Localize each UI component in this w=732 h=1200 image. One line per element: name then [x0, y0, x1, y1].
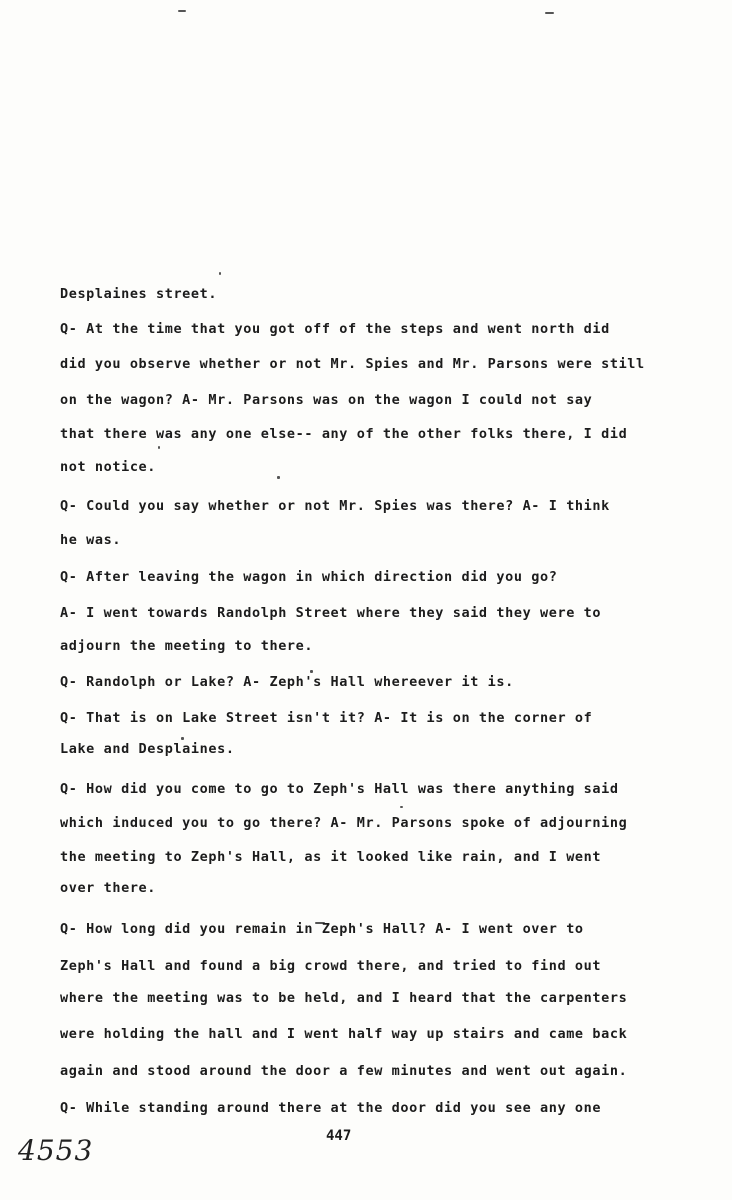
text-line: he was. [60, 532, 122, 548]
speck-mark [178, 10, 186, 12]
text-line: Q- How did you come to go to Zeph's Hall was there anything said [60, 781, 619, 797]
text-line: Q- While standing around there at the door did you see any one [60, 1100, 602, 1116]
text-line: Q- Randolph or Lake? A- Zeph's Hall whereever it is. [60, 674, 514, 690]
speck-mark [400, 806, 403, 808]
text-line: where the meeting was to be held, and I heard that the carpenters [60, 990, 628, 1006]
text-line: Desplaines street. [60, 286, 218, 302]
speck-mark [310, 670, 313, 673]
speck-mark [545, 12, 554, 14]
handwritten-page-number: 4553 [18, 1134, 94, 1167]
text-line: Q- After leaving the wagon in which direction did you go? [60, 569, 558, 585]
text-line: adjourn the meeting to there. [60, 638, 314, 654]
text-line: that there was any one else-- any of the other folks there, I did [60, 426, 628, 442]
text-line: which induced you to go there? A- Mr. Parsons spoke of adjourning [60, 815, 628, 831]
speck-mark [181, 737, 184, 740]
text-line: Zeph's Hall and found a big crowd there, and tried to find out [60, 958, 602, 974]
text-line: Q- At the time that you got off of the steps and went north did [60, 321, 610, 337]
text-line: were holding the hall and I went half way up stairs and came back [60, 1026, 628, 1042]
text-line: Q- That is on Lake Street isn't it? A- It is on the corner of [60, 710, 593, 726]
speck-mark [277, 476, 280, 479]
text-line: A- I went towards Randolph Street where they said they were to [60, 605, 602, 621]
text-line: again and stood around the door a few minutes and went out again. [60, 1063, 628, 1079]
text-line: Q- How long did you remain in Zeph's Hall? A- I went over to [60, 921, 584, 937]
text-line: Lake and Desplaines. [60, 741, 235, 757]
text-line: Q- Could you say whether or not Mr. Spies was there? A- I think [60, 498, 610, 514]
page-number: 447 [326, 1128, 352, 1144]
text-line: over there. [60, 880, 157, 896]
text-line: on the wagon? A- Mr. Parsons was on the wagon I could not say [60, 392, 593, 408]
speck-mark [219, 272, 221, 275]
text-line: not notice. [60, 459, 157, 475]
text-line: did you observe whether or not Mr. Spies and Mr. Parsons were still [60, 356, 645, 372]
text-line: the meeting to Zeph's Hall, as it looked like rain, and I went [60, 849, 602, 865]
speck-mark [158, 446, 160, 449]
